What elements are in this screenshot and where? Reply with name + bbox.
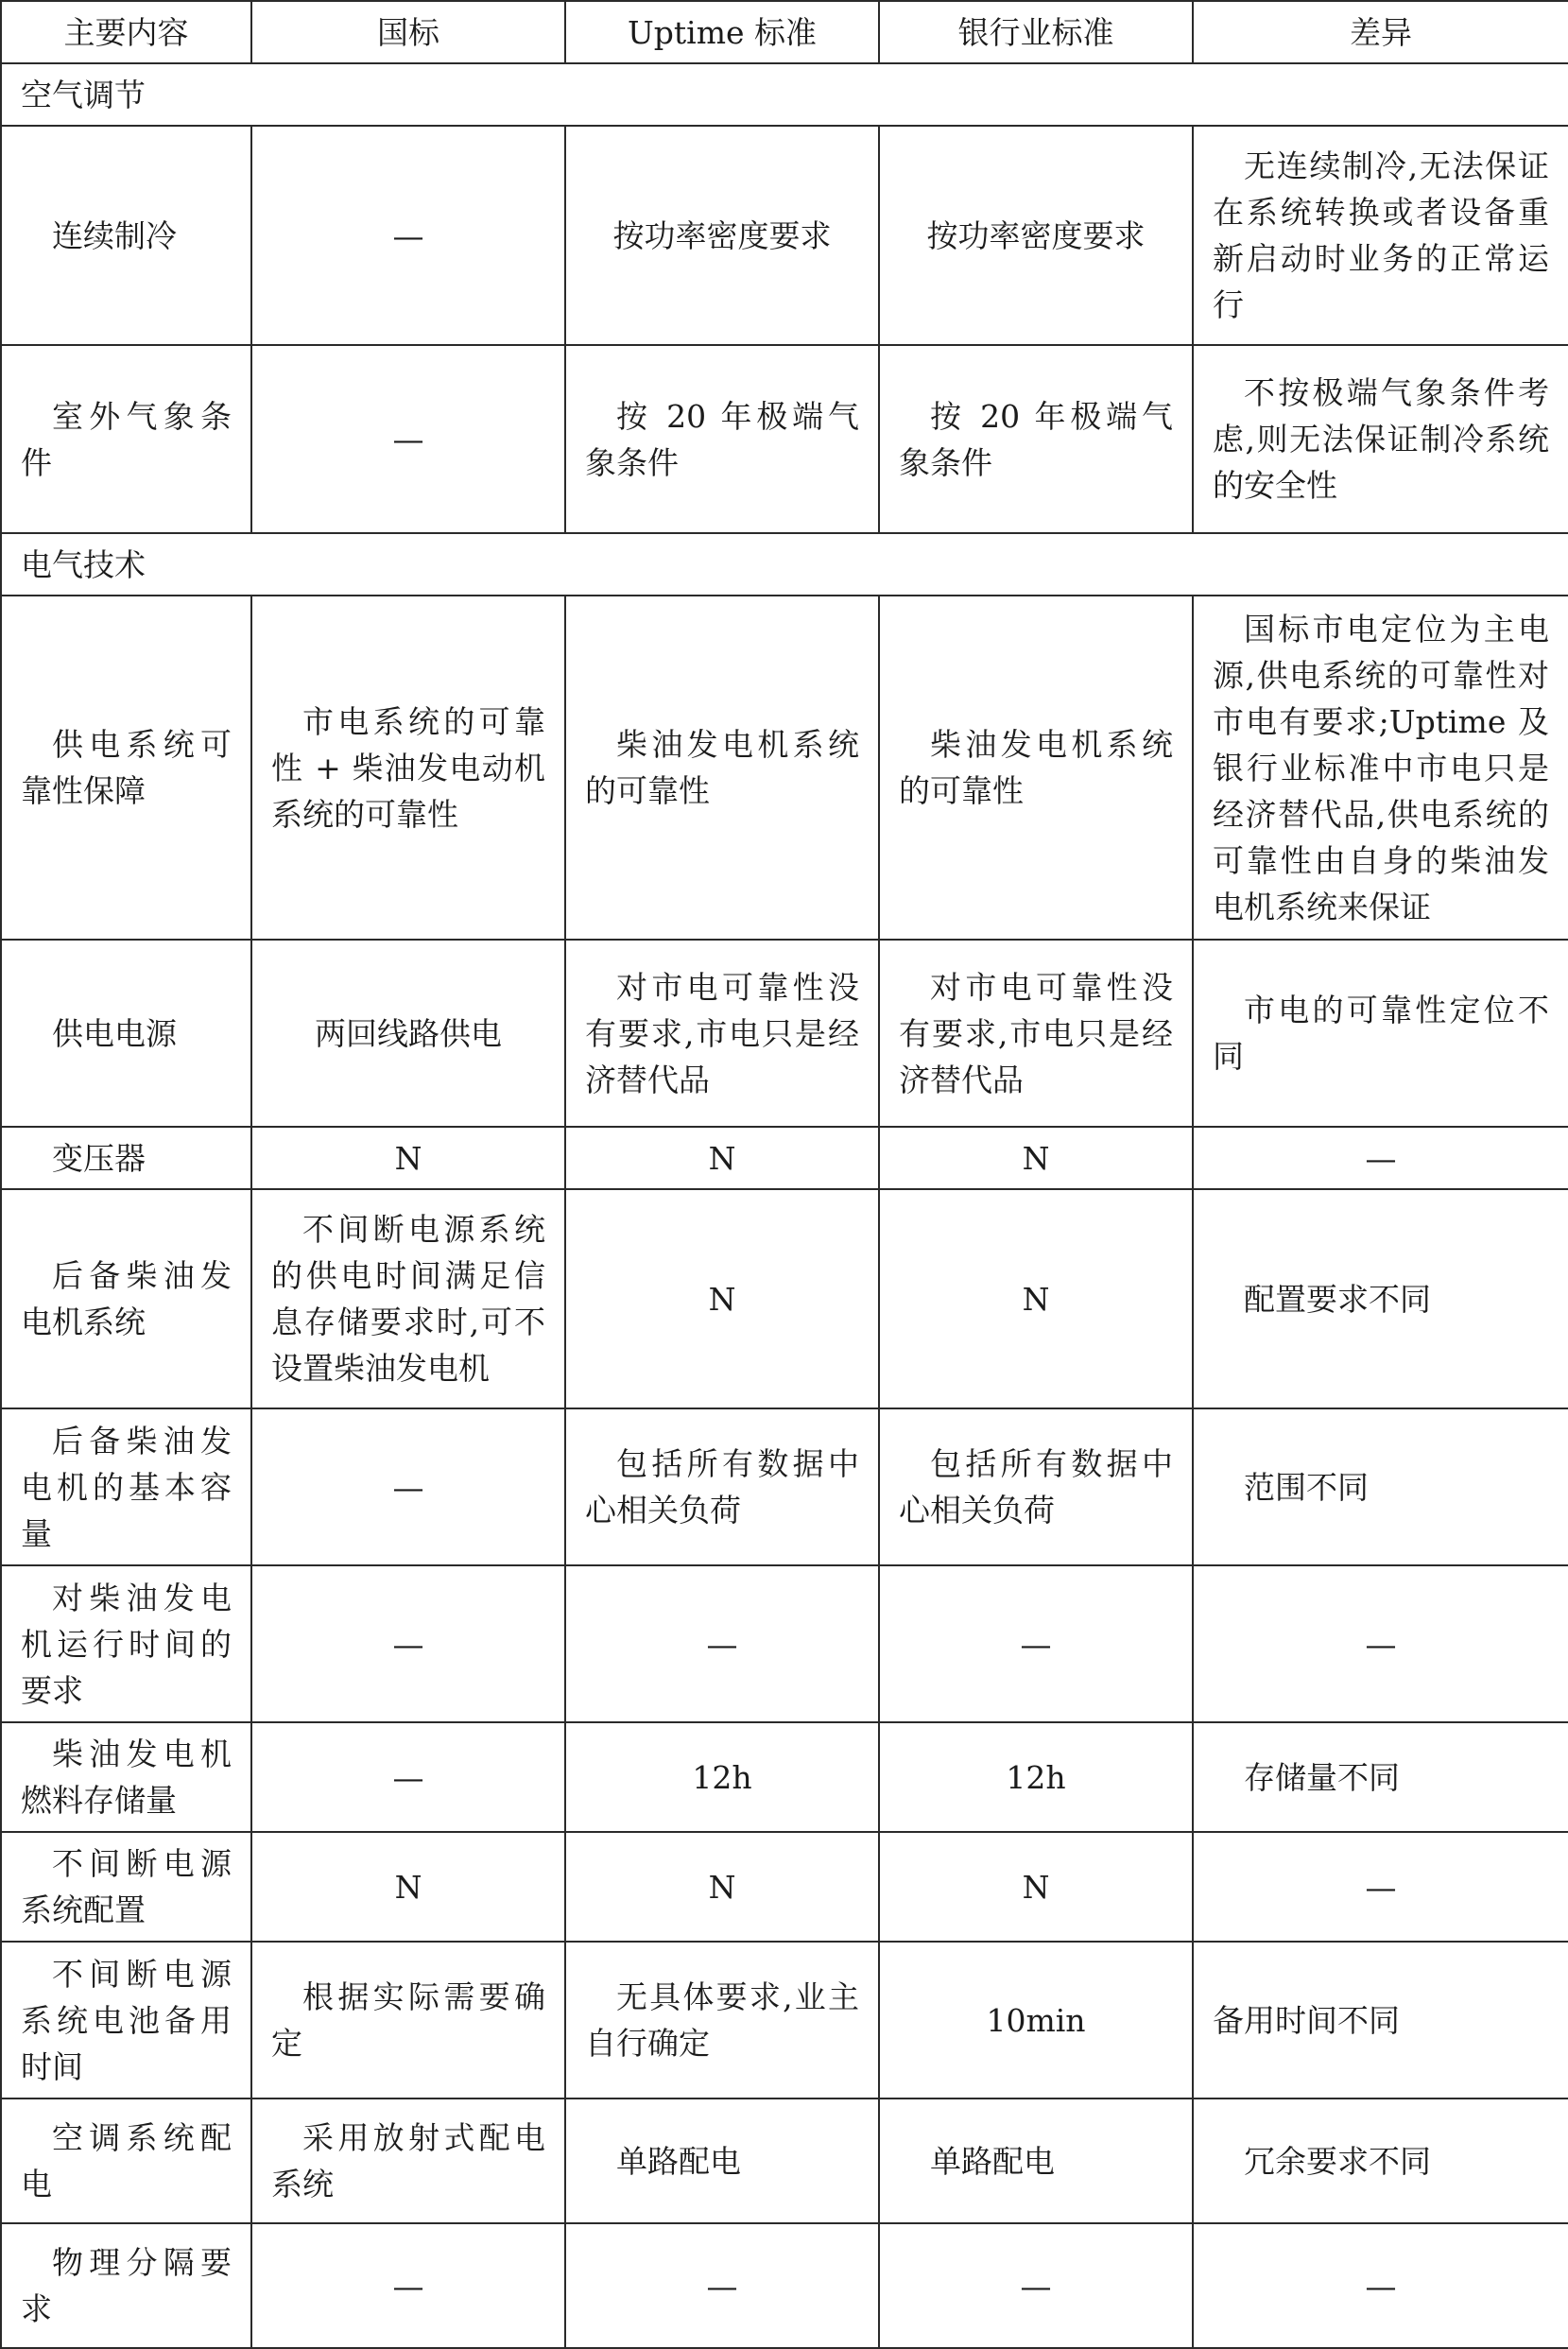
row-label: 不间断电源系统配置 (1, 1832, 251, 1942)
cell-national: 不间断电源系统的供电时间满足信息存储要求时,可不设置柴油发电机 (251, 1189, 565, 1408)
row-label: 供电电源 (1, 940, 251, 1127)
table-row (1, 1942, 1568, 2099)
cell-difference: 备用时间不同 (1193, 1942, 1568, 2099)
table-row (1, 126, 1568, 345)
header-cell-uptime: Uptime 标准 (565, 1, 879, 63)
row-label: 后备柴油发电机系统 (1, 1189, 251, 1408)
cell-banking: 按 20 年极端气象条件 (879, 345, 1193, 533)
row-label: 后备柴油发电机的基本容量 (1, 1408, 251, 1565)
row-label: 空调系统配电 (1, 2099, 251, 2223)
table-row (1, 1127, 1568, 1189)
cell-national: 两回线路供电 (251, 940, 565, 1127)
cell-uptime: — (565, 2223, 879, 2348)
cell-banking: 12h (879, 1722, 1193, 1832)
section-row (1, 63, 1568, 126)
cell-difference: — (1193, 1832, 1568, 1942)
table-row (1, 1722, 1568, 1832)
cell-uptime: 按功率密度要求 (565, 126, 879, 345)
cell-uptime: 无具体要求,业主自行确定 (565, 1942, 879, 2099)
cell-banking: N (879, 1832, 1193, 1942)
cell-banking: 包括所有数据中心相关负荷 (879, 1408, 1193, 1565)
section-title: 电气技术 (1, 533, 1568, 596)
table-row (1, 940, 1568, 1127)
table-row (1, 2223, 1568, 2348)
row-label: 供电系统可靠性保障 (1, 596, 251, 940)
table-row (1, 345, 1568, 533)
cell-national: — (251, 1408, 565, 1565)
cell-uptime: 包括所有数据中心相关负荷 (565, 1408, 879, 1565)
cell-uptime: 按 20 年极端气象条件 (565, 345, 879, 533)
table-row (1, 1408, 1568, 1565)
cell-national: — (251, 1565, 565, 1722)
cell-uptime: 12h (565, 1722, 879, 1832)
cell-difference: 国标市电定位为主电源,供电系统的可靠性对市电有要求;Uptime 及银行业标准中市电只是经济替代品,供电系统的可靠性由自身的柴油发电机系统来保证 (1193, 596, 1568, 940)
header-cell-national: 国标 (251, 1, 565, 63)
cell-uptime: 对市电可靠性没有要求,市电只是经济替代品 (565, 940, 879, 1127)
cell-national: — (251, 2223, 565, 2348)
cell-uptime: N (565, 1189, 879, 1408)
cell-banking: 按功率密度要求 (879, 126, 1193, 345)
cell-difference: 市电的可靠性定位不同 (1193, 940, 1568, 1127)
cell-banking: 对市电可靠性没有要求,市电只是经济替代品 (879, 940, 1193, 1127)
table-row (1, 1189, 1568, 1408)
cell-national: 根据实际需要确定 (251, 1942, 565, 2099)
header-row (1, 1, 1568, 63)
cell-banking: N (879, 1189, 1193, 1408)
cell-difference: — (1193, 1127, 1568, 1189)
cell-national: — (251, 345, 565, 533)
section-row (1, 533, 1568, 596)
cell-difference: — (1193, 1565, 1568, 1722)
row-label: 柴油发电机燃料存储量 (1, 1722, 251, 1832)
cell-banking: — (879, 1565, 1193, 1722)
cell-uptime: N (565, 1127, 879, 1189)
cell-banking: 10min (879, 1942, 1193, 2099)
cell-difference: — (1193, 2223, 1568, 2348)
section-title: 空气调节 (1, 63, 1568, 126)
cell-difference: 冗余要求不同 (1193, 2099, 1568, 2223)
header-cell-content: 主要内容 (1, 1, 251, 63)
cell-national: N (251, 1127, 565, 1189)
cell-banking: — (879, 2223, 1193, 2348)
cell-difference: 配置要求不同 (1193, 1189, 1568, 1408)
header-cell-banking: 银行业标准 (879, 1, 1193, 63)
cell-uptime: 柴油发电机系统的可靠性 (565, 596, 879, 940)
cell-national: 市电系统的可靠性 + 柴油发电动机系统的可靠性 (251, 596, 565, 940)
cell-difference: 无连续制冷,无法保证在系统转换或者设备重新启动时业务的正常运行 (1193, 126, 1568, 345)
cell-uptime: 单路配电 (565, 2099, 879, 2223)
cell-national: 采用放射式配电系统 (251, 2099, 565, 2223)
header-cell-difference: 差异 (1193, 1, 1568, 63)
cell-banking: 单路配电 (879, 2099, 1193, 2223)
row-label: 对柴油发电机运行时间的要求 (1, 1565, 251, 1722)
table-row (1, 2099, 1568, 2223)
cell-difference: 存储量不同 (1193, 1722, 1568, 1832)
row-label: 变压器 (1, 1127, 251, 1189)
row-label: 物理分隔要求 (1, 2223, 251, 2348)
row-label: 不间断电源系统电池备用时间 (1, 1942, 251, 2099)
table-row (1, 1565, 1568, 1722)
row-label: 室外气象条件 (1, 345, 251, 533)
cell-national: N (251, 1832, 565, 1942)
cell-national: — (251, 1722, 565, 1832)
cell-banking: N (879, 1127, 1193, 1189)
row-label: 连续制冷 (1, 126, 251, 345)
cell-uptime: — (565, 1565, 879, 1722)
cell-uptime: N (565, 1832, 879, 1942)
table-row (1, 596, 1568, 940)
cell-national: — (251, 126, 565, 345)
cell-difference: 范围不同 (1193, 1408, 1568, 1565)
cell-difference: 不按极端气象条件考虑,则无法保证制冷系统的安全性 (1193, 345, 1568, 533)
cell-banking: 柴油发电机系统的可靠性 (879, 596, 1193, 940)
table-row (1, 1832, 1568, 1942)
